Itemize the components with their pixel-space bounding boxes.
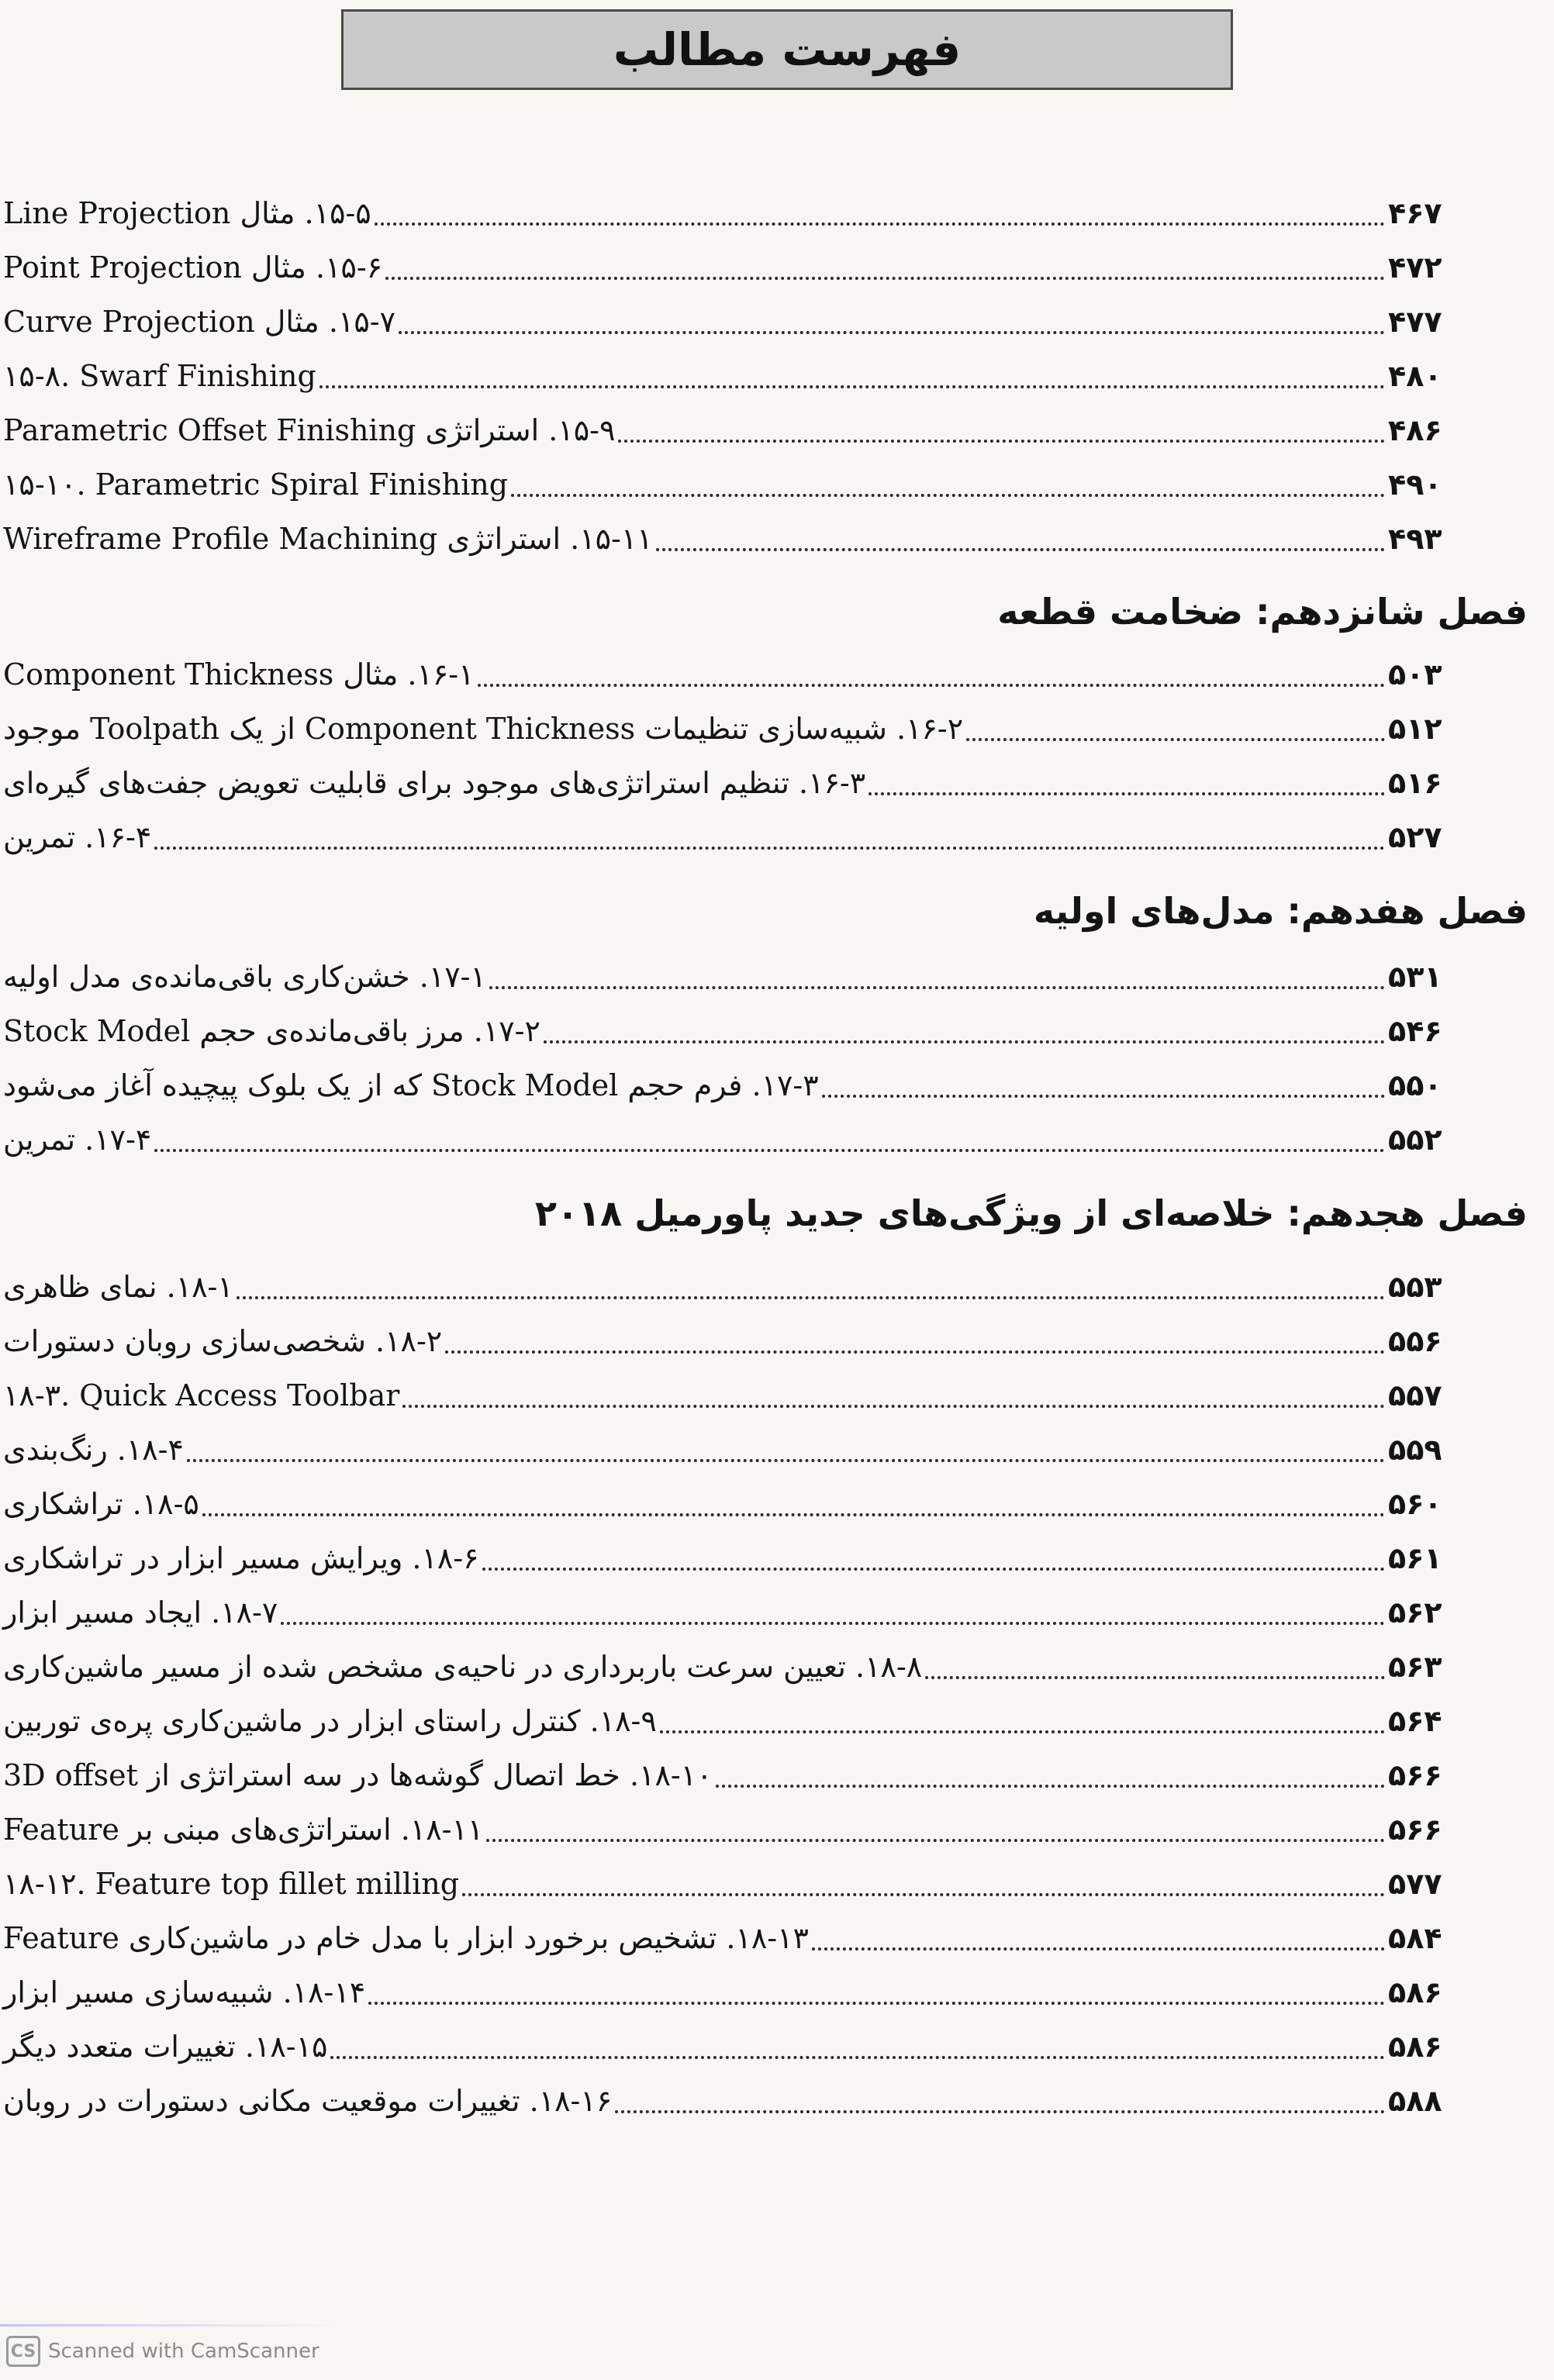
dot-leader <box>368 2002 1385 2005</box>
toc-entry[interactable] <box>0 1857 1442 1911</box>
toc-entry-title: ۱۶-۲. شبیه‌سازی تنظیمات Component Thickness از یک Toolpath موجود <box>3 712 964 746</box>
toc-entry[interactable] <box>0 1694 1442 1748</box>
dot-leader <box>660 1730 1385 1733</box>
toc-entry-title: ۱۷-۳. فرم حجم Stock Model که از یک بلوک پیچیده آغاز می‌شود <box>3 1068 819 1102</box>
toc-entry-page: ۵۵۶ <box>1388 1324 1442 1358</box>
toc-entry-title: ۱۵-۱۱. استراتژی Wireframe Profile Machining <box>3 522 653 556</box>
toc-entry-title: ۱۸-۱۵. تغییرات متعدد دیگر <box>3 2030 328 2064</box>
toc-entry-title: ۱۶-۴. تمرین <box>3 820 152 854</box>
chapter-heading: فصل شانزدهم: ضخامت قطعه <box>997 591 1528 633</box>
toc-entry[interactable] <box>0 1004 1442 1058</box>
toc-entry-page: ۵۶۴ <box>1388 1704 1442 1738</box>
toc-entry[interactable] <box>0 240 1442 295</box>
dot-leader <box>869 792 1385 795</box>
toc-entry[interactable] <box>0 2020 1442 2074</box>
toc-entry-page: ۵۰۳ <box>1388 657 1442 692</box>
toc-entry-page: ۵۱۶ <box>1388 766 1442 800</box>
dot-leader <box>478 684 1385 687</box>
toc-entry-title: ۱۷-۲. مرز باقی‌مانده‌ی حجم Stock Model <box>3 1014 540 1048</box>
dot-leader <box>822 1095 1385 1098</box>
toc-entry-page: ۵۵۲ <box>1388 1123 1442 1157</box>
dot-leader <box>462 1893 1385 1896</box>
chapter-heading: فصل هجدهم: خلاصه‌ای از ویژگی‌های جدید پاورمیل ۲۰۱۸ <box>534 1192 1528 1234</box>
dot-leader <box>187 1459 1385 1462</box>
toc-entry-title: ۱۸-۱۲. Feature top fillet milling <box>3 1867 460 1901</box>
dot-leader <box>399 331 1385 334</box>
toc-entry-page: ۵۸۶ <box>1388 2030 1442 2064</box>
toc-entry-title: ۱۸-۶. ویرایش مسیر ابزار در تراشکاری <box>3 1541 479 1575</box>
toc-entry-title: ۱۸-۳. Quick Access Toolbar <box>3 1378 400 1412</box>
dot-leader <box>202 1513 1385 1516</box>
dot-leader <box>402 1405 1385 1408</box>
toc-entry[interactable] <box>0 1911 1442 1965</box>
toc-entry[interactable] <box>0 1531 1442 1585</box>
toc-entry-title: ۱۵-۵. مثال Line Projection <box>3 196 371 230</box>
toc-entry-page: ۵۴۶ <box>1388 1014 1442 1048</box>
toc-entry-page: ۵۶۱ <box>1388 1541 1442 1575</box>
toc-entry-title: ۱۸-۱. نمای ظاهری <box>3 1270 233 1304</box>
toc-entry-title: ۱۸-۴. رنگ‌بندی <box>3 1433 184 1467</box>
toc-entry[interactable] <box>0 512 1442 566</box>
toc-entry-page: ۵۸۴ <box>1388 1921 1442 1955</box>
dot-leader <box>489 986 1385 989</box>
toc-entry-title: ۱۵-۸. Swarf Finishing <box>3 359 316 393</box>
dot-leader <box>445 1350 1385 1354</box>
dot-leader <box>237 1296 1385 1299</box>
toc-entry[interactable] <box>0 950 1442 1004</box>
dot-leader <box>385 277 1385 280</box>
camscanner-logo-icon: CS <box>6 2336 40 2367</box>
toc-entry[interactable] <box>0 1112 1442 1167</box>
toc-entry-title: ۱۷-۴. تمرین <box>3 1123 152 1157</box>
toc-entry-page: ۴۷۷ <box>1388 305 1442 339</box>
toc-entry-title: ۱۸-۹. کنترل راستای ابزار در ماشین‌کاری پره‌ی توربین <box>3 1704 657 1738</box>
toc-entry-page: ۵۲۷ <box>1388 820 1442 854</box>
scanner-watermark <box>6 2332 319 2371</box>
toc-entry-page: ۵۸۸ <box>1388 2084 1442 2118</box>
toc-entry-page: ۵۶۶ <box>1388 1758 1442 1792</box>
dot-leader <box>812 1947 1385 1951</box>
toc-entry[interactable] <box>0 403 1442 457</box>
toc-entry[interactable] <box>0 647 1442 702</box>
toc-entry-title: ۱۸-۱۴. شبیه‌سازی مسیر ابزار <box>3 1975 366 2009</box>
toc-entry-page: ۵۶۰ <box>1388 1487 1442 1521</box>
toc-entry-page: ۵۶۶ <box>1388 1813 1442 1847</box>
dot-leader <box>511 494 1385 497</box>
toc-entry-title: ۱۸-۲. شخصی‌سازی روبان دستورات <box>3 1324 443 1358</box>
toc-entry-page: ۴۷۲ <box>1388 250 1442 285</box>
page-title: فهرست مطالب <box>613 23 962 76</box>
toc-entry[interactable] <box>0 1965 1442 2020</box>
toc-entry-page: ۴۹۰ <box>1388 467 1442 502</box>
toc-entry-title: ۱۵-۶. مثال Point Projection <box>3 250 383 285</box>
toc-entry[interactable] <box>0 1640 1442 1694</box>
toc-entry[interactable] <box>0 1585 1442 1640</box>
toc-entry[interactable] <box>0 810 1442 864</box>
toc-entry[interactable] <box>0 1802 1442 1857</box>
toc-entry-title: ۱۸-۸. تعیین سرعت باربرداری در ناحیه‌ی مشخص شده از مسیر ماشین‌کاری <box>3 1650 923 1684</box>
dot-leader <box>618 440 1385 443</box>
toc-entry-page: ۵۸۶ <box>1388 1975 1442 2009</box>
dot-leader <box>925 1676 1385 1679</box>
toc-entry[interactable] <box>0 1477 1442 1531</box>
dot-leader <box>375 222 1385 226</box>
toc-entry[interactable] <box>0 1260 1442 1314</box>
toc-entry[interactable] <box>0 1314 1442 1368</box>
footer-divider <box>0 2324 341 2327</box>
toc-entry[interactable] <box>0 1748 1442 1802</box>
toc-entry[interactable] <box>0 1368 1442 1423</box>
toc-entry[interactable] <box>0 2074 1442 2128</box>
dot-leader <box>330 2056 1385 2059</box>
header-banner <box>341 9 1233 90</box>
dot-leader <box>281 1622 1385 1625</box>
dot-leader <box>486 1839 1385 1842</box>
dot-leader <box>154 847 1385 850</box>
chapter-heading: فصل هفدهم: مدل‌های اولیه <box>1033 890 1528 932</box>
toc-entry[interactable] <box>0 457 1442 512</box>
dot-leader <box>482 1568 1385 1571</box>
toc-entry-page: ۵۵۷ <box>1388 1378 1442 1412</box>
dot-leader <box>966 738 1385 741</box>
toc-entry-title: ۱۶-۱. مثال Component Thickness <box>3 657 475 692</box>
toc-entry-page: ۵۳۱ <box>1388 960 1442 994</box>
watermark-text: Scanned with CamScanner <box>48 2340 319 2363</box>
toc-entry-title: ۱۵-۷. مثال Curve Projection <box>3 305 396 339</box>
toc-entry-page: ۵۵۹ <box>1388 1433 1442 1467</box>
toc-entry-page: ۵۱۲ <box>1388 712 1442 746</box>
dot-leader <box>154 1149 1385 1152</box>
toc-entry-title: ۱۶-۳. تنظیم استراتژی‌های موجود برای قابلیت تعویض جفت‌های گیره‌ای <box>3 766 866 800</box>
dot-leader <box>716 1785 1385 1788</box>
toc-entry-title: ۱۸-۷. ایجاد مسیر ابزار <box>3 1595 278 1630</box>
toc-entry-page: ۴۸۶ <box>1388 413 1442 447</box>
toc-entry-page: ۵۵۰ <box>1388 1068 1442 1102</box>
toc-entry-page: ۵۵۳ <box>1388 1270 1442 1304</box>
dot-leader <box>544 1040 1385 1043</box>
toc-entry-page: ۵۷۷ <box>1388 1867 1442 1901</box>
toc-entry-page: ۴۹۳ <box>1388 522 1442 556</box>
toc-entry[interactable] <box>0 186 1442 240</box>
toc-entry[interactable] <box>0 756 1442 810</box>
toc-entry-title: ۱۸-۱۳. تشخیص برخورد ابزار با مدل خام در ماشین‌کاری Feature <box>3 1921 809 1955</box>
toc-entry-page: ۵۶۲ <box>1388 1595 1442 1630</box>
dot-leader <box>319 385 1385 388</box>
toc-entry[interactable] <box>0 1423 1442 1477</box>
toc-entry-page: ۴۸۰ <box>1388 359 1442 393</box>
toc-entry-title: ۱۵-۹. استراتژی Parametric Offset Finishing <box>3 413 616 447</box>
toc-entry-page: ۴۶۷ <box>1388 196 1442 230</box>
toc-entry-title: ۱۸-۱۶. تغییرات موقعیت مکانی دستورات در روبان <box>3 2084 613 2118</box>
toc-entry[interactable] <box>0 702 1442 756</box>
toc-entry[interactable] <box>0 295 1442 349</box>
toc-entry-title: ۱۸-۵. تراشکاری <box>3 1487 199 1521</box>
toc-entry[interactable] <box>0 1058 1442 1112</box>
toc-entry-title: ۱۷-۱. خشن‌کاری باقی‌مانده‌ی مدل اولیه <box>3 960 486 994</box>
toc-entry-title: ۱۸-۱۰. خط اتصال گوشه‌ها در سه استراتژی از 3D offset <box>3 1758 713 1792</box>
toc-entry-page: ۵۶۳ <box>1388 1650 1442 1684</box>
dot-leader <box>656 548 1385 551</box>
toc-entry-title: ۱۸-۱۱. استراتژی‌های مبنی بر Feature <box>3 1813 484 1847</box>
dot-leader <box>615 2110 1385 2113</box>
toc-entry[interactable] <box>0 349 1442 403</box>
toc-entry-title: ۱۵-۱۰. Parametric Spiral Finishing <box>3 467 509 502</box>
